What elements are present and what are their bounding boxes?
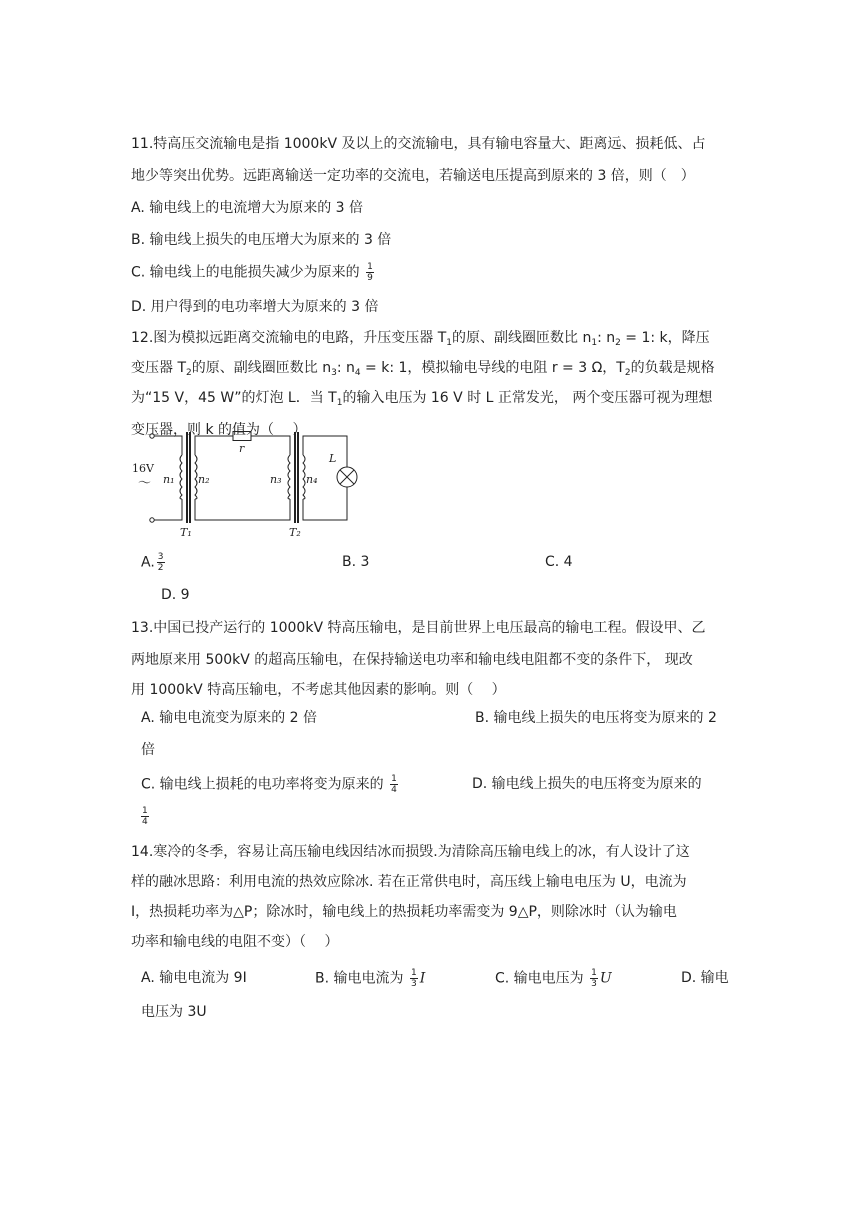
q14-stem-line3: I，热损耗功率为△P；除冰时，输电线上的热损耗功率需变为 9△P，则除冰时（认为输电 (131, 904, 677, 920)
q13-option-d-cont (139, 806, 151, 827)
label-t2: T₂ (289, 526, 301, 539)
input-terminal-top (150, 434, 154, 438)
label-t1: T₁ (180, 526, 192, 539)
q11-option-c: C. 输电线上的电能损失减少为原来的 $\frac{1}{9}$ (131, 262, 373, 283)
input-voltage-label: 16V (132, 462, 154, 475)
q12-stem-line2: 变压器 $T_2$的原、副线圈匝数比 $n_3$: $n_4 = k$: 1，模拟输电导线的电阻 r = 3 Ω，$T_2$的负载是规格 (131, 360, 715, 378)
q11-option-d: D. 用户得到的电功率增大为原来的 3 倍 (131, 299, 379, 315)
q13-option-c: C. 输电线上损耗的电功率将变为原来的 $\frac{1}{4}$ (141, 774, 397, 795)
q12-stem-line3: 为“15 V，45 W”的灯泡 L．当 $T_1$的输入电压为 16 V 时 L 正常发光， 两个变压器可视为理想 (131, 390, 713, 408)
fraction: $\frac{1}{4}$ (391, 774, 397, 795)
coil-n1 (180, 455, 182, 499)
q13-stem-line3: 用 1000kV 特高压输电，不考虑其他因素的影响。则（ ） (131, 682, 506, 698)
q14-option-d-cont: 电压为 3U (141, 1004, 207, 1020)
q14-option-c: C. 输电电压为 $\frac{1}{3}$ U (495, 968, 612, 989)
fraction: $\frac{1}{3}$ (410, 968, 417, 989)
label-n4: n₄ (306, 473, 318, 486)
q12-option-d: D. 9 (161, 587, 190, 603)
fraction: $\frac{1}{4}$ (142, 806, 148, 827)
label-n3: n₃ (270, 473, 282, 486)
label-n2: n₂ (198, 473, 210, 486)
q13-option-b-cont: 倍 (141, 742, 155, 758)
q13-stem-line1: 13.中国已投产运行的 1000kV 特高压输电，是目前世界上电压最高的输电工程。假设甲、乙 (131, 620, 706, 636)
coil-n2 (195, 455, 197, 499)
q12-stem-line1: 12.图为模拟远距离交流输电的电路，升压变压器 $T_1$的原、副线圈匝数比 $n_1$: $n_2 = 1$: k，降压 (131, 330, 710, 348)
q11-stem-line1: 11.特高压交流输电是指 1000kV 及以上的交流输电，具有输电容量大、距离远、损耗低、占 (131, 136, 706, 152)
label-r: r (239, 442, 245, 455)
resistor-r (233, 432, 251, 441)
q14-stem-line4: 功率和输电线的电阻不变）（ ） (131, 934, 339, 950)
q14-option-d: D. 输电 (681, 970, 729, 986)
q11-option-b: B. 输电线上损失的电压增大为原来的 3 倍 (131, 232, 392, 248)
fraction: $\frac{3}{2}$ (157, 552, 164, 573)
q12-option-b: B. 3 (342, 554, 370, 570)
q14-option-a: A. 输电电流为 9I (141, 970, 247, 986)
label-L: L (329, 452, 337, 465)
input-terminal-bottom (150, 518, 154, 522)
q12-option-a: A. $\frac{3}{2}$ (141, 552, 164, 573)
q14-stem-line2: 样的融冰思路：利用电流的热效应除冰. 若在正常供电时，高压线上输电电压为 U，电流为 (131, 874, 687, 890)
q14-option-b: B. 输电电流为 $\frac{1}{3}$ I (315, 968, 426, 989)
q12-option-c: C. 4 (545, 554, 573, 570)
coil-n3 (288, 455, 290, 499)
q11-stem-line2: 地少等突出优势。远距离输送一定功率的交流电，若输送电压提高到原来的 3 倍，则（ ） (131, 168, 695, 184)
transformer-circuit-diagram (130, 425, 370, 540)
q13-option-d: D. 输电线上损失的电压将变为原来的 (472, 776, 702, 792)
q14-stem-line1: 14.寒冷的冬季，容易让高压输电线因结冰而损毁.为清除高压输电线上的冰，有人设计了这 (131, 844, 690, 860)
coil-n4 (303, 455, 305, 499)
fraction: $\frac{1}{9}$ (367, 262, 373, 283)
q13-option-a: A. 输电电流变为原来的 2 倍 (141, 710, 318, 726)
ac-symbol: ～ (138, 476, 152, 491)
fraction: $\frac{1}{3}$ (591, 968, 597, 989)
label-n1: n₁ (163, 473, 175, 486)
q13-option-b: B. 输电线上损失的电压将变为原来的 2 (475, 710, 717, 726)
q13-stem-line2: 两地原来用 500kV 的超高压输电，在保持输送电功率和输电线电阻都不变的条件下， 现改 (131, 652, 693, 668)
q11-option-a: A. 输电线上的电流增大为原来的 3 倍 (131, 200, 364, 216)
q12-stem-line4: 变压器，则 k 的值为（ ） (131, 422, 307, 438)
